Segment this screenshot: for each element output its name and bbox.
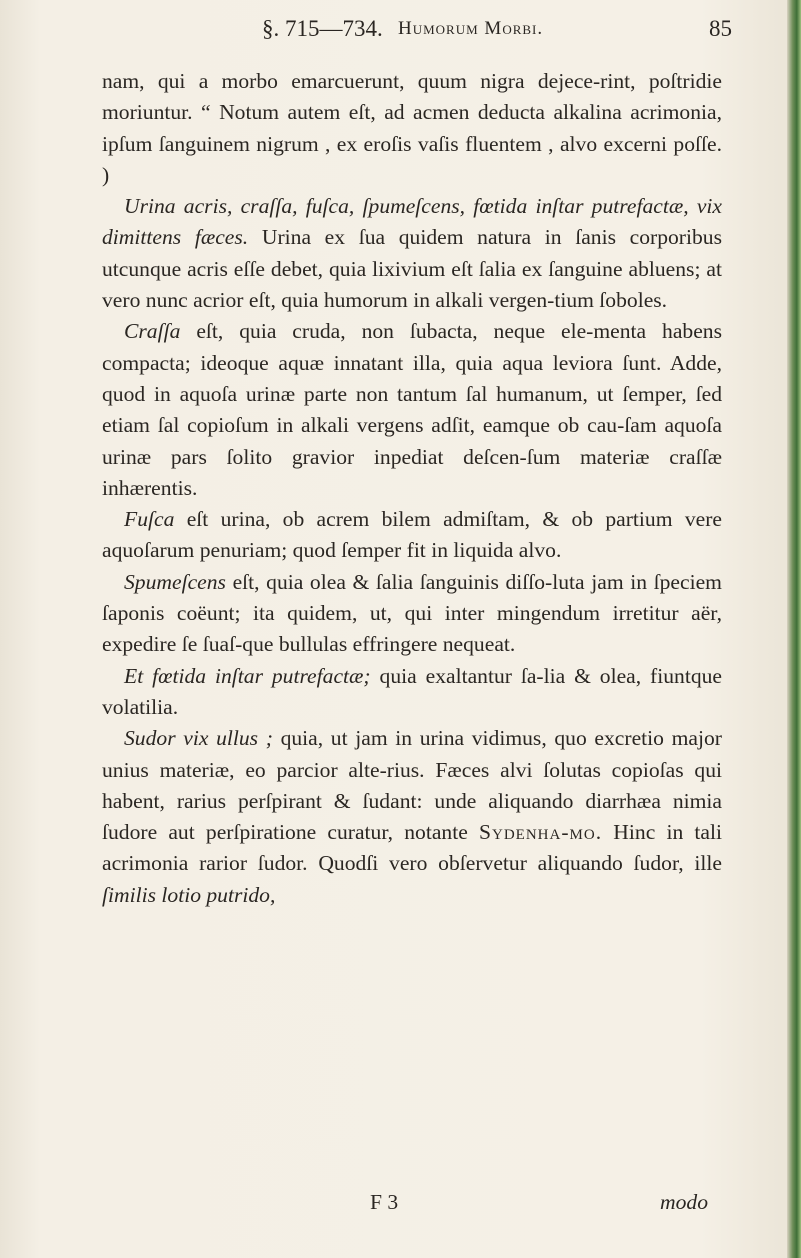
author-name: Sydenha-mo. (479, 820, 603, 845)
lemma: Urina acris, craſſa, fuſca, ſpumeſcens, fœtida inſtar putrefactæ, vix dimittens fæces. (102, 194, 722, 250)
paragraph-foetida: Et fœtida inſtar putrefactæ; quia exaltantur ſa-lia & olea, fiuntque volatilia. (102, 663, 722, 719)
body-text (102, 66, 722, 911)
running-header (262, 16, 732, 56)
paragraph-crassa: Craſſa eſt, quia cruda, non ſubacta, neque ele-menta habens compacta; ideoque aquæ innatant illa, quia aqua leviora ſunt. Adde, quod in aquoſa urinæ parte non tantum ſal humanum, ut ſemper, ſed etiam ſal copioſum in alkali vergens adſit, eamque ob cau-ſam aquoſa urinæ pars ſolito gravior inpediat deſcen-ſum materiæ craſſæ inhærentis. (102, 319, 723, 500)
paragraph-spumescens: Spumeſcens eſt, quia olea & ſalia ſanguinis diſſo-luta jam in ſpeciem ſaponis coëunt; ita quidem, ut, qui inter mingendum irretitur aër, expedire ſe ſuaſ-que bullulas effringere nequeat. (102, 569, 722, 657)
paragraph-sudor: Sudor vix ullus ; quia, ut jam in urina vidimus, quo excretio major unius materiæ, eo parcior alte-rius. Fæces alvi ſolutas copioſas qui habent, rarius perſpirant & ſudant: unde aliquando diarrhæa nimia ſudore aut perſpiratione curatur, notante Sydenha-mo. Hinc in tali acrimonia rarior ſudor. Quodſi vero obſervetur aliquando ſudor, ille ſimilis lotio putrido, (102, 726, 723, 907)
lemma: Fuſca (124, 507, 175, 532)
paragraph-urina: Urina acris, craſſa, fuſca, ſpumeſcens, fœtida inſtar putrefactæ, vix dimittens fæces. Urina ex ſua quidem natura in ſanis corporibus utcunque acris eſſe debet, quia lixivium eſt ſalia ex ſanguine abluens; at vero nunc acrior eſt, quia humorum in alkali vergen-tium ſoboles. (102, 194, 722, 313)
binding-edge (787, 0, 801, 1258)
lemma: Sudor vix ullus ; (124, 726, 273, 751)
lemma: Craſſa (124, 319, 181, 344)
running-title: Humorum Morbi. (398, 18, 544, 39)
signature-mark: F 3 (370, 1190, 399, 1214)
page-number: 85 (709, 16, 732, 41)
lemma: Et fœtida inſtar putrefactæ; (124, 663, 371, 688)
paragraph-fusca: Fuſca eſt urina, ob acrem bilem admiſtam, & ob partium vere aquoſarum penuriam; quod ſemper fit in liquida alvo. (102, 507, 722, 563)
emphasis: ſimilis lotio putrido, (102, 882, 276, 907)
paragraph-intro: nam, qui a morbo emarcuerunt, quum nigra dejece-rint, poſtridie moriuntur. “ Notum autem eſt, ad acmen deducta alkalina acrimonia, ipſum ſanguinem nigrum , ex eroſis vaſis fluentem , alvo excerni poſſe. ) (102, 69, 722, 187)
section-range: §. 715—734. (262, 16, 383, 41)
page-footer (102, 1190, 722, 1222)
lemma: Spumeſcens (124, 569, 226, 594)
catchword: modo (660, 1190, 708, 1214)
